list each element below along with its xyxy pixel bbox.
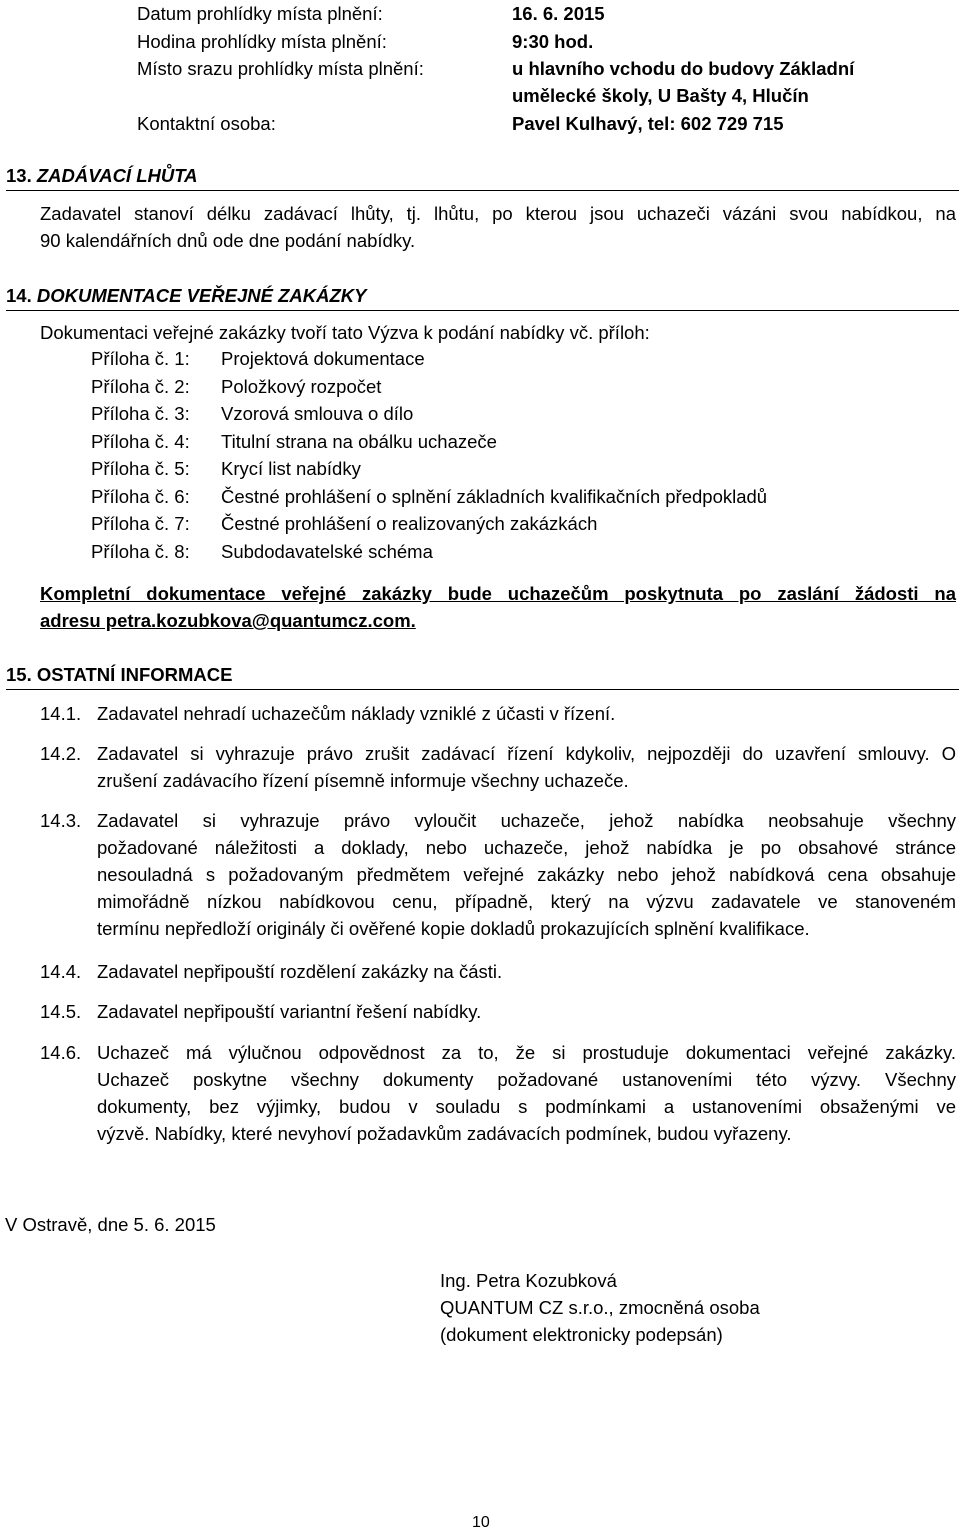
section-14-number: 14. — [6, 285, 32, 306]
info-item-text — [97, 958, 956, 985]
attachment-title: Krycí list nabídky — [221, 458, 361, 479]
attachment-label: Příloha č. 8: — [91, 540, 190, 562]
attachment-title: Čestné prohlášení o realizovaných zakázkách — [221, 513, 598, 534]
place-date: V Ostravě, dne 5. 6. 2015 — [5, 1214, 216, 1235]
info-item-line: Zadavatel nepřipouští rozdělení zakázky na části. — [97, 961, 503, 982]
signature-company: QUANTUM CZ s.r.o., zmocněná osoba — [440, 1297, 760, 1318]
section-15-title: OSTATNÍ INFORMACE — [36, 664, 233, 685]
info-item-line: Zadavatel nehradí uchazečům náklady vzniklé z účasti v řízení. — [97, 703, 616, 724]
info-item-text — [97, 740, 956, 794]
info-item-line: Uchazeč poskytne všechny dokumenty požadované ustanoveními této výzvy. Všechny — [97, 1069, 956, 1090]
section-15-divider — [6, 689, 959, 690]
documentation-notice-link[interactable]: adresu petra.kozubkova@quantumcz.com. — [40, 610, 416, 631]
info-item-line: požadované náležitosti a doklady, nebo uchazeče, jehož nabídka je po obsahové stránce — [97, 837, 956, 858]
attachment-label: Příloha č. 6: — [91, 485, 190, 507]
section-15-number: 15. — [6, 664, 32, 685]
section-15-heading — [6, 664, 232, 685]
info-item-line: Uchazeč má výlučnou odpovědnost za to, že si prostuduje dokumentaci veřejné zakázky. — [97, 1042, 956, 1063]
info-item-number: 14.1. — [40, 703, 82, 724]
attachment-label: Příloha č. 5: — [91, 458, 190, 479]
attachment-label: Příloha č. 7: — [91, 513, 190, 534]
info-item-line: nesouladná s požadovaným předmětem veřejné zakázky nebo jehož nabídková cena obsahuje — [97, 864, 956, 885]
info-item-number: 14.5. — [40, 1001, 82, 1022]
visit-contact-value: Pavel Kulhavý, tel: 602 729 715 — [512, 113, 784, 134]
info-item-line: Zadavatel si vyhrazuje právo vyloučit uchazeče, jehož nabídka neobsahuje všechny — [97, 810, 956, 831]
attachment-title: Subdodavatelské schéma — [221, 540, 433, 562]
signature-name: Ing. Petra Kozubková — [440, 1270, 617, 1291]
visit-contact-label: Kontaktní osoba: — [137, 113, 276, 134]
info-item-text — [97, 1039, 956, 1147]
attachment-title: Čestné prohlášení o splnění základních kvalifikačních předpokladů — [221, 485, 768, 507]
info-item-line: Zadavatel nepřipouští variantní řešení nabídky. — [97, 1001, 482, 1022]
page-number: 10 — [472, 1514, 490, 1531]
visit-place-label: Místo srazu prohlídky místa plnění: — [137, 58, 424, 79]
attachment-title: Projektová dokumentace — [221, 348, 425, 369]
section-13-title: ZADÁVACÍ LHŮTA — [36, 165, 198, 186]
signature-note: (dokument elektronicky podepsán) — [440, 1324, 723, 1345]
attachment-label: Příloha č. 2: — [91, 375, 190, 397]
visit-place-value-2: umělecké školy, U Bašty 4, Hlučín — [512, 85, 809, 106]
info-item-line: zrušení zadávacího řízení písemně informuje všechny uchazeče. — [97, 770, 629, 791]
section-13-line-1: Zadavatel stanoví délku zadávací lhůty, tj. lhůtu, po kterou jsou uchazeči vázáni svou nabídkou, na — [40, 203, 956, 224]
section-14-title: DOKUMENTACE VEŘEJNÉ ZAKÁZKY — [36, 285, 367, 306]
attachment-title: Položkový rozpočet — [221, 375, 382, 397]
documentation-notice-line-2 — [40, 607, 956, 634]
visit-time-label: Hodina prohlídky místa plnění: — [137, 31, 387, 52]
info-item-line: termínu nepředloží originály či ověřené kopie dokladů prokazujících splnění kvalifikace. — [97, 918, 810, 939]
info-item-text — [97, 807, 956, 942]
info-item-text — [97, 700, 956, 727]
info-item-number: 14.2. — [40, 743, 82, 764]
info-item-number: 14.3. — [40, 810, 82, 831]
section-14-intro: Dokumentaci veřejné zakázky tvoří tato Výzva k podání nabídky vč. příloh: — [40, 322, 650, 343]
info-item-line: mimořádně nízkou nabídkovou cenu, případně, který na výzvu zadavatele ve stanoveném — [97, 891, 956, 912]
section-13-line-2: 90 kalendářních dnů ode dne podání nabídky. — [40, 230, 416, 251]
visit-date-label: Datum prohlídky místa plnění: — [137, 3, 383, 24]
section-13-heading — [6, 165, 198, 186]
info-item-line: výzvě. Nabídky, které nevyhoví požadavkům zadávacích podmínek, budou vyřazeny. — [97, 1123, 792, 1144]
section-13-divider — [6, 190, 959, 191]
info-item-line: dokumenty, bez výjimky, budou v souladu s podmínkami a ustanoveními obsaženými ve — [97, 1096, 956, 1117]
attachment-title: Vzorová smlouva o dílo — [221, 403, 414, 424]
visit-place-value-1: u hlavního vchodu do budovy Základní — [512, 58, 855, 79]
visit-date-value: 16. 6. 2015 — [512, 3, 605, 24]
attachment-label: Příloha č. 3: — [91, 403, 190, 424]
section-13-text — [40, 200, 956, 254]
attachment-label: Příloha č. 1: — [91, 348, 190, 369]
section-14-heading — [6, 285, 366, 306]
visit-time-value: 9:30 hod. — [512, 31, 594, 52]
info-item-text — [97, 998, 956, 1025]
attachment-label: Příloha č. 4: — [91, 430, 190, 452]
info-item-number: 14.4. — [40, 961, 82, 982]
section-13-number: 13. — [6, 165, 32, 186]
documentation-notice — [40, 580, 956, 634]
info-item-line: Zadavatel si vyhrazuje právo zrušit zadávací řízení kdykoliv, nejpozději do uzavření smlouvy. O — [97, 743, 956, 764]
info-item-number: 14.6. — [40, 1042, 82, 1063]
section-14-divider — [6, 310, 959, 311]
attachment-title: Titulní strana na obálku uchazeče — [221, 430, 497, 452]
documentation-notice-line-1: Kompletní dokumentace veřejné zakázky bude uchazečům poskytnuta po zaslání žádosti na — [40, 583, 956, 604]
